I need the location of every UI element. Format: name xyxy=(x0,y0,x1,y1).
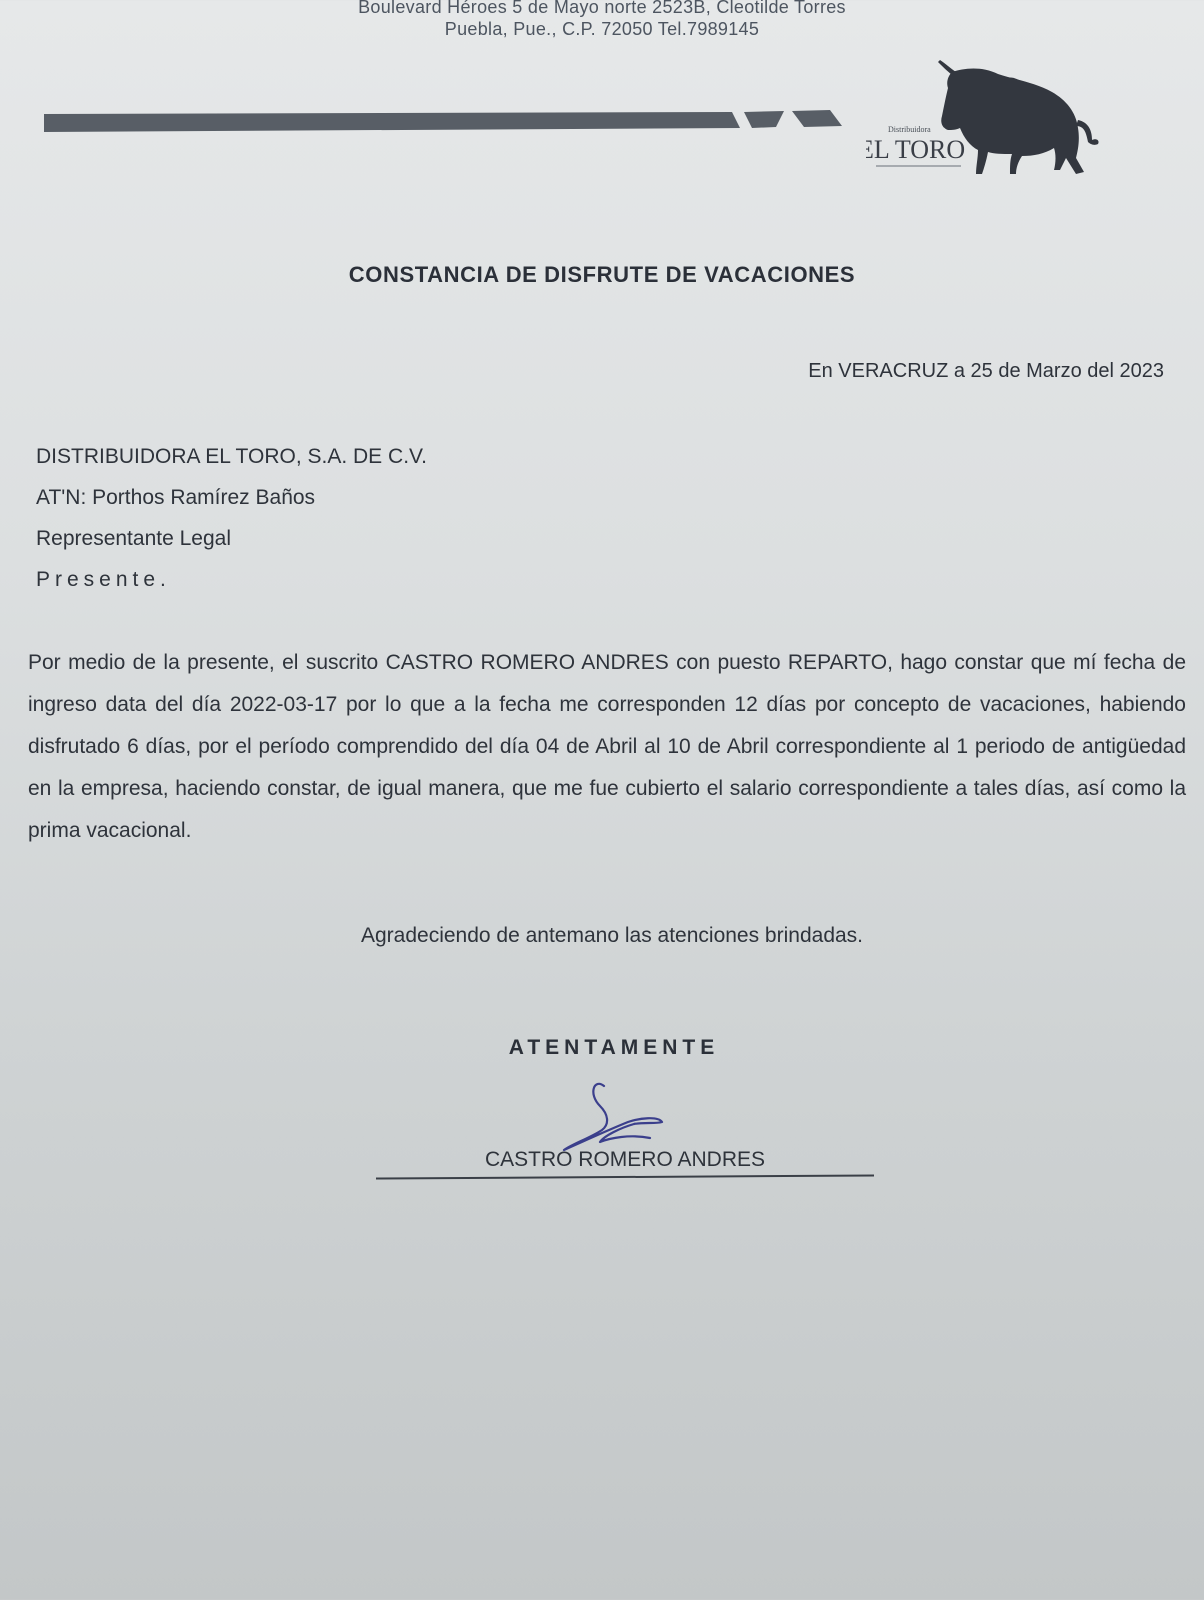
logo-small-text: Distribuidora xyxy=(888,125,931,134)
letter-body: Por medio de la presente, el suscrito CASTRO ROMERO ANDRES con puesto REPARTO, hago constar que mí fecha de ingreso data del día 2022-03-17 por lo que a la fecha me corresponden 12 días por concepto de vacaciones, habiendo disfrutado 6 días, por el período comprendido del día 04 de Abril al 10 de Abril correspondiente al 1 periodo de antigüedad en la empresa, haciendo constar, de igual manera, que me fue cubierto el salario correspondiente a tales días, así como la prima vacacional. xyxy=(28,651,1186,842)
el-toro-logo xyxy=(866,50,1116,185)
addressee-role: Representante Legal xyxy=(36,527,231,550)
addressee-block xyxy=(36,436,427,600)
signature-line xyxy=(376,1174,874,1179)
signer-name: CASTRO ROMERO ANDRES xyxy=(484,1148,766,1171)
closing-line: ATENTAMENTE xyxy=(508,1036,720,1059)
date-line: En VERACRUZ a 25 de Marzo del 2023 xyxy=(808,360,1164,382)
address-line-1: Boulevard Héroes 5 de Mayo norte 2523B, Cleotilde Torres xyxy=(358,0,846,17)
bull-icon xyxy=(866,50,1116,185)
addressee-attention: AT'N: Porthos Ramírez Baños xyxy=(36,486,316,509)
address-line-2: Puebla, Pue., C.P. 72050 Tel.7989145 xyxy=(444,19,760,39)
addressee-presente: Presente. xyxy=(36,568,171,591)
addressee-company: DISTRIBUIDORA EL TORO, S.A. DE C.V. xyxy=(36,445,427,468)
thanks-line: Agradeciendo de antemano las atenciones brindadas. xyxy=(360,924,864,947)
document-title: CONSTANCIA DE DISFRUTE DE VACACIONES xyxy=(348,262,856,287)
logo-brand: EL TORO xyxy=(866,135,966,164)
letterhead-bar xyxy=(44,108,854,138)
